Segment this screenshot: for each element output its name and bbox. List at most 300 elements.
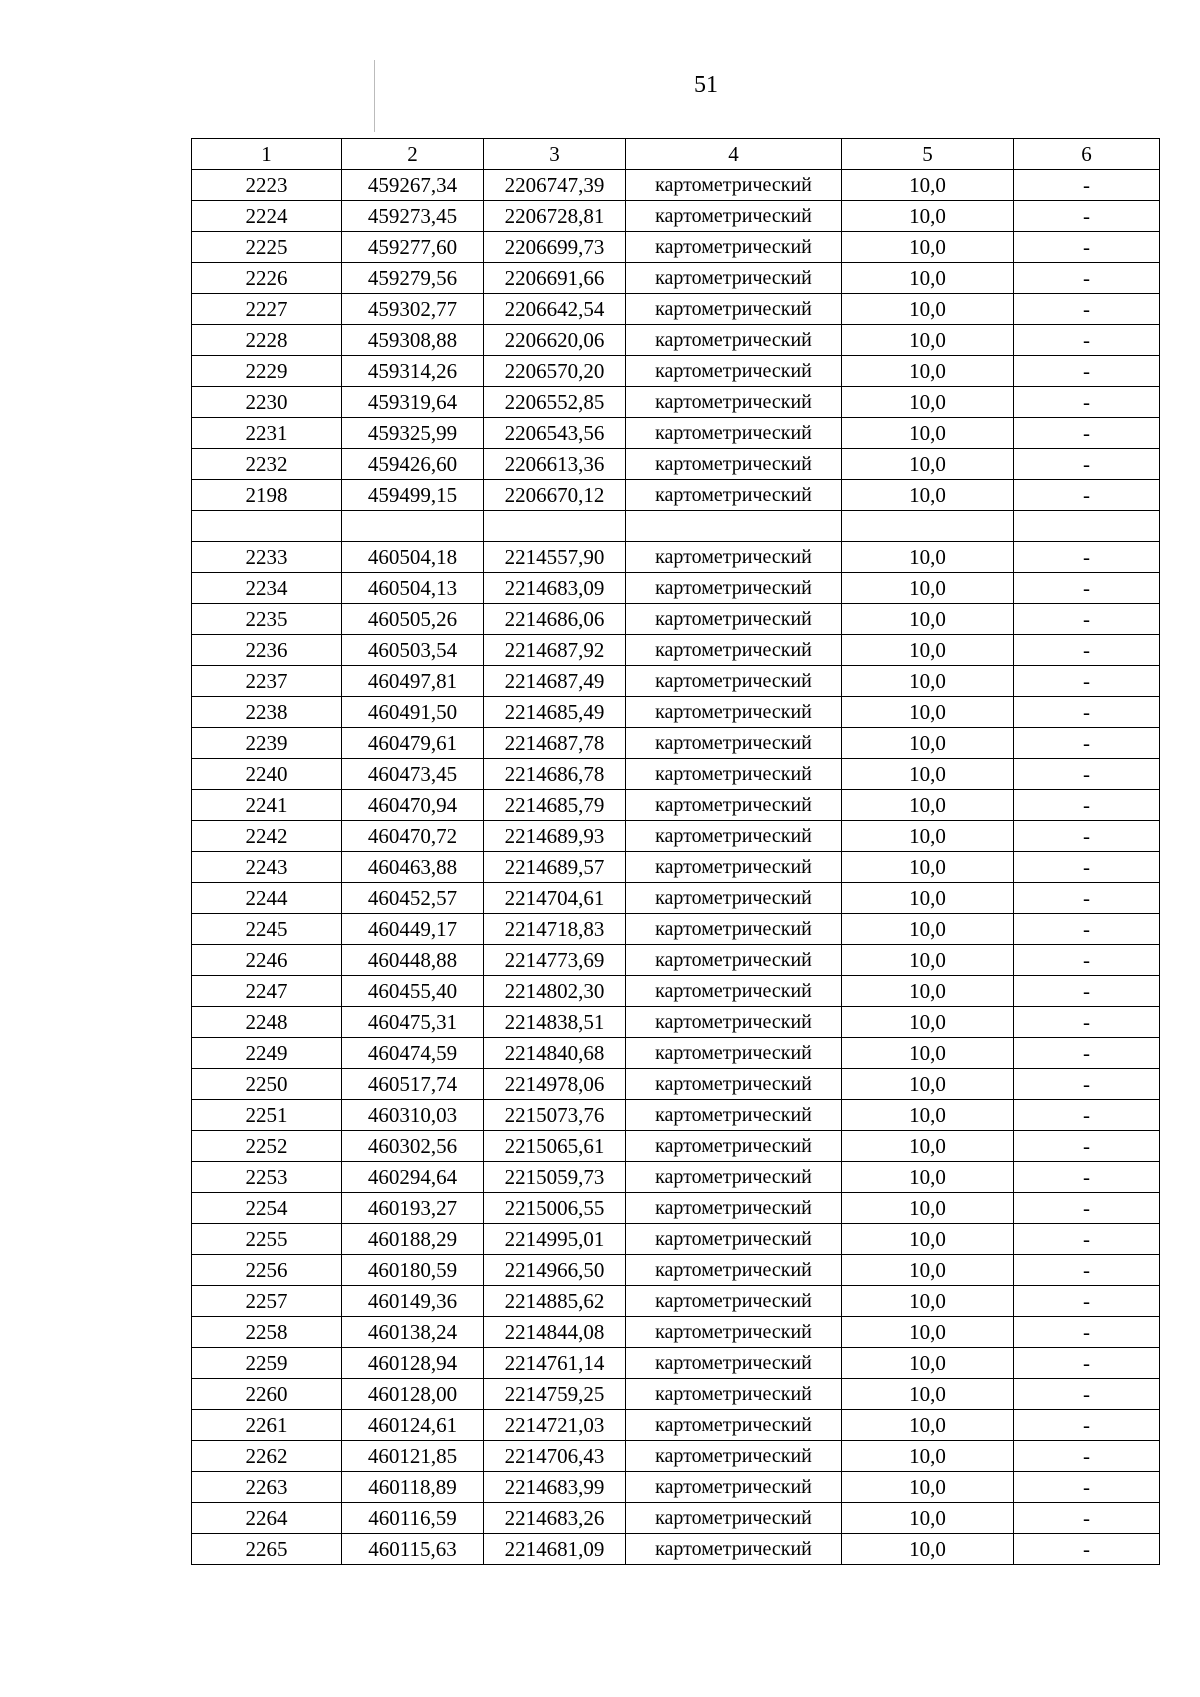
x-coordinate-cell: 459319,64 <box>342 387 484 418</box>
table-row <box>192 170 1160 201</box>
method-cell: картометрический <box>626 387 842 418</box>
note-cell: - <box>1014 201 1160 232</box>
x-coordinate-cell: 460294,64 <box>342 1162 484 1193</box>
accuracy-cell: 10,0 <box>842 666 1014 697</box>
point-number-cell: 2240 <box>192 759 342 790</box>
note-cell: - <box>1014 883 1160 914</box>
method-cell: картометрический <box>626 604 842 635</box>
method-cell: картометрический <box>626 1379 842 1410</box>
y-coordinate-cell: 2214687,49 <box>484 666 626 697</box>
y-coordinate-cell: 2206552,85 <box>484 387 626 418</box>
y-coordinate-cell: 2206747,39 <box>484 170 626 201</box>
accuracy-cell <box>842 511 1014 542</box>
accuracy-cell: 10,0 <box>842 542 1014 573</box>
method-cell: картометрический <box>626 263 842 294</box>
accuracy-cell: 10,0 <box>842 1131 1014 1162</box>
point-number-cell: 2241 <box>192 790 342 821</box>
table-header-row <box>192 139 1160 170</box>
method-cell: картометрический <box>626 728 842 759</box>
method-cell: картометрический <box>626 1255 842 1286</box>
point-number-cell: 2260 <box>192 1379 342 1410</box>
x-coordinate-cell: 459273,45 <box>342 201 484 232</box>
method-cell: картометрический <box>626 1162 842 1193</box>
note-cell: - <box>1014 604 1160 635</box>
note-cell: - <box>1014 1348 1160 1379</box>
note-cell: - <box>1014 325 1160 356</box>
x-coordinate-cell: 459277,60 <box>342 232 484 263</box>
point-number-cell: 2248 <box>192 1007 342 1038</box>
point-number-cell: 2198 <box>192 480 342 511</box>
table-row <box>192 263 1160 294</box>
y-coordinate-cell: 2214687,78 <box>484 728 626 759</box>
point-number-cell: 2257 <box>192 1286 342 1317</box>
point-number-cell: 2239 <box>192 728 342 759</box>
method-cell: картометрический <box>626 1193 842 1224</box>
accuracy-cell: 10,0 <box>842 1348 1014 1379</box>
x-coordinate-cell: 460302,56 <box>342 1131 484 1162</box>
note-cell: - <box>1014 1069 1160 1100</box>
x-coordinate-cell: 460118,89 <box>342 1472 484 1503</box>
point-number-cell: 2228 <box>192 325 342 356</box>
table-row <box>192 604 1160 635</box>
table-row <box>192 1007 1160 1038</box>
point-number-cell: 2242 <box>192 821 342 852</box>
x-coordinate-cell: 460448,88 <box>342 945 484 976</box>
method-cell: картометрический <box>626 573 842 604</box>
x-coordinate-cell: 459279,56 <box>342 263 484 294</box>
x-coordinate-cell: 460138,24 <box>342 1317 484 1348</box>
note-cell: - <box>1014 170 1160 201</box>
accuracy-cell: 10,0 <box>842 1441 1014 1472</box>
note-cell: - <box>1014 945 1160 976</box>
point-number-cell: 2255 <box>192 1224 342 1255</box>
note-cell: - <box>1014 1255 1160 1286</box>
method-cell: картометрический <box>626 914 842 945</box>
table-row <box>192 1224 1160 1255</box>
method-cell: картометрический <box>626 1224 842 1255</box>
point-number-cell: 2238 <box>192 697 342 728</box>
point-number-cell: 2230 <box>192 387 342 418</box>
x-coordinate-cell: 460497,81 <box>342 666 484 697</box>
y-coordinate-cell: 2206613,36 <box>484 449 626 480</box>
x-coordinate-cell: 460504,18 <box>342 542 484 573</box>
method-cell: картометрический <box>626 418 842 449</box>
table-row <box>192 294 1160 325</box>
note-cell: - <box>1014 1224 1160 1255</box>
y-coordinate-cell: 2215073,76 <box>484 1100 626 1131</box>
point-number-cell: 2224 <box>192 201 342 232</box>
note-cell: - <box>1014 387 1160 418</box>
method-cell: картометрический <box>626 697 842 728</box>
table-row <box>192 1534 1160 1565</box>
point-number-cell: 2244 <box>192 883 342 914</box>
accuracy-cell: 10,0 <box>842 418 1014 449</box>
table-row <box>192 1069 1160 1100</box>
accuracy-cell: 10,0 <box>842 635 1014 666</box>
table-row <box>192 1193 1160 1224</box>
y-coordinate-cell: 2214759,25 <box>484 1379 626 1410</box>
x-coordinate-cell: 460452,57 <box>342 883 484 914</box>
point-number-cell: 2261 <box>192 1410 342 1441</box>
point-number-cell: 2263 <box>192 1472 342 1503</box>
method-cell: картометрический <box>626 1410 842 1441</box>
table-row <box>192 1286 1160 1317</box>
note-cell: - <box>1014 356 1160 387</box>
accuracy-cell: 10,0 <box>842 728 1014 759</box>
note-cell: - <box>1014 1441 1160 1472</box>
table-row <box>192 728 1160 759</box>
point-number-cell: 2223 <box>192 170 342 201</box>
x-coordinate-cell: 460517,74 <box>342 1069 484 1100</box>
y-coordinate-cell: 2214685,49 <box>484 697 626 728</box>
x-coordinate-cell: 460455,40 <box>342 976 484 1007</box>
accuracy-cell: 10,0 <box>842 790 1014 821</box>
table-row <box>192 1162 1160 1193</box>
x-coordinate-cell: 459302,77 <box>342 294 484 325</box>
accuracy-cell: 10,0 <box>842 697 1014 728</box>
column-header-1: 1 <box>192 139 342 170</box>
y-coordinate-cell: 2206620,06 <box>484 325 626 356</box>
method-cell: картометрический <box>626 666 842 697</box>
accuracy-cell: 10,0 <box>842 1317 1014 1348</box>
accuracy-cell: 10,0 <box>842 1534 1014 1565</box>
method-cell: картометрический <box>626 480 842 511</box>
accuracy-cell: 10,0 <box>842 1224 1014 1255</box>
note-cell <box>1014 511 1160 542</box>
table-row <box>192 1441 1160 1472</box>
point-number-cell: 2254 <box>192 1193 342 1224</box>
page-number: 51 <box>694 72 718 98</box>
method-cell: картометрический <box>626 945 842 976</box>
note-cell: - <box>1014 852 1160 883</box>
accuracy-cell: 10,0 <box>842 387 1014 418</box>
y-coordinate-cell: 2214773,69 <box>484 945 626 976</box>
method-cell: картометрический <box>626 232 842 263</box>
method-cell: картометрический <box>626 1472 842 1503</box>
x-coordinate-cell: 460180,59 <box>342 1255 484 1286</box>
table-row <box>192 232 1160 263</box>
y-coordinate-cell: 2206691,66 <box>484 263 626 294</box>
accuracy-cell: 10,0 <box>842 1286 1014 1317</box>
point-number-cell: 2246 <box>192 945 342 976</box>
point-number-cell: 2237 <box>192 666 342 697</box>
x-coordinate-cell: 460504,13 <box>342 573 484 604</box>
y-coordinate-cell: 2214686,78 <box>484 759 626 790</box>
point-number-cell: 2264 <box>192 1503 342 1534</box>
method-cell: картометрический <box>626 635 842 666</box>
note-cell: - <box>1014 542 1160 573</box>
y-coordinate-cell: 2206670,12 <box>484 480 626 511</box>
point-number-cell: 2234 <box>192 573 342 604</box>
point-number-cell: 2236 <box>192 635 342 666</box>
x-coordinate-cell: 460193,27 <box>342 1193 484 1224</box>
y-coordinate-cell: 2206642,54 <box>484 294 626 325</box>
note-cell: - <box>1014 232 1160 263</box>
table-row <box>192 542 1160 573</box>
x-coordinate-cell: 460503,54 <box>342 635 484 666</box>
table-row <box>192 387 1160 418</box>
accuracy-cell: 10,0 <box>842 945 1014 976</box>
point-number-cell: 2243 <box>192 852 342 883</box>
accuracy-cell: 10,0 <box>842 883 1014 914</box>
accuracy-cell: 10,0 <box>842 1007 1014 1038</box>
table-row <box>192 1503 1160 1534</box>
y-coordinate-cell: 2215065,61 <box>484 1131 626 1162</box>
table-row <box>192 1100 1160 1131</box>
accuracy-cell: 10,0 <box>842 976 1014 1007</box>
method-cell: картометрический <box>626 790 842 821</box>
note-cell: - <box>1014 1534 1160 1565</box>
table-row <box>192 1038 1160 1069</box>
x-coordinate-cell: 460149,36 <box>342 1286 484 1317</box>
x-coordinate-cell: 460449,17 <box>342 914 484 945</box>
y-coordinate-cell: 2214844,08 <box>484 1317 626 1348</box>
note-cell: - <box>1014 1162 1160 1193</box>
method-cell: картометрический <box>626 1007 842 1038</box>
x-coordinate-cell: 460474,59 <box>342 1038 484 1069</box>
y-coordinate-cell: 2206543,56 <box>484 418 626 449</box>
accuracy-cell: 10,0 <box>842 1503 1014 1534</box>
point-number-cell: 2247 <box>192 976 342 1007</box>
method-cell: картометрический <box>626 294 842 325</box>
note-cell: - <box>1014 1038 1160 1069</box>
y-coordinate-cell: 2214995,01 <box>484 1224 626 1255</box>
x-coordinate-cell: 460473,45 <box>342 759 484 790</box>
x-coordinate-cell <box>342 511 484 542</box>
scan-artifact-mark <box>374 60 375 132</box>
accuracy-cell: 10,0 <box>842 170 1014 201</box>
x-coordinate-cell: 460124,61 <box>342 1410 484 1441</box>
note-cell: - <box>1014 635 1160 666</box>
coordinates-table <box>191 138 1160 1565</box>
point-number-cell: 2250 <box>192 1069 342 1100</box>
x-coordinate-cell: 459267,34 <box>342 170 484 201</box>
x-coordinate-cell: 459426,60 <box>342 449 484 480</box>
y-coordinate-cell: 2214687,92 <box>484 635 626 666</box>
accuracy-cell: 10,0 <box>842 1162 1014 1193</box>
table-row <box>192 511 1160 542</box>
y-coordinate-cell: 2215006,55 <box>484 1193 626 1224</box>
y-coordinate-cell: 2214686,06 <box>484 604 626 635</box>
method-cell: картометрический <box>626 356 842 387</box>
table-row <box>192 1131 1160 1162</box>
table-row <box>192 1410 1160 1441</box>
table-row <box>192 666 1160 697</box>
method-cell: картометрический <box>626 1100 842 1131</box>
y-coordinate-cell: 2214802,30 <box>484 976 626 1007</box>
table-row <box>192 1255 1160 1286</box>
note-cell: - <box>1014 1472 1160 1503</box>
note-cell: - <box>1014 263 1160 294</box>
table-row <box>192 573 1160 604</box>
note-cell: - <box>1014 480 1160 511</box>
y-coordinate-cell: 2214557,90 <box>484 542 626 573</box>
table-row <box>192 356 1160 387</box>
y-coordinate-cell: 2214706,43 <box>484 1441 626 1472</box>
point-number-cell: 2245 <box>192 914 342 945</box>
note-cell: - <box>1014 1317 1160 1348</box>
point-number-cell: 2229 <box>192 356 342 387</box>
y-coordinate-cell: 2214885,62 <box>484 1286 626 1317</box>
x-coordinate-cell: 459325,99 <box>342 418 484 449</box>
method-cell: картометрический <box>626 1069 842 1100</box>
note-cell: - <box>1014 1503 1160 1534</box>
x-coordinate-cell: 460188,29 <box>342 1224 484 1255</box>
x-coordinate-cell: 460505,26 <box>342 604 484 635</box>
method-cell: картометрический <box>626 449 842 480</box>
y-coordinate-cell: 2214681,09 <box>484 1534 626 1565</box>
point-number-cell: 2231 <box>192 418 342 449</box>
table-row <box>192 1348 1160 1379</box>
accuracy-cell: 10,0 <box>842 1472 1014 1503</box>
y-coordinate-cell: 2215059,73 <box>484 1162 626 1193</box>
column-header-2: 2 <box>342 139 484 170</box>
method-cell: картометрический <box>626 1317 842 1348</box>
accuracy-cell: 10,0 <box>842 1410 1014 1441</box>
method-cell: картометрический <box>626 976 842 1007</box>
y-coordinate-cell: 2206570,20 <box>484 356 626 387</box>
table-row <box>192 201 1160 232</box>
note-cell: - <box>1014 1379 1160 1410</box>
y-coordinate-cell: 2214685,79 <box>484 790 626 821</box>
y-coordinate-cell: 2214840,68 <box>484 1038 626 1069</box>
accuracy-cell: 10,0 <box>842 821 1014 852</box>
x-coordinate-cell: 459499,15 <box>342 480 484 511</box>
accuracy-cell: 10,0 <box>842 1100 1014 1131</box>
method-cell: картометрический <box>626 325 842 356</box>
y-coordinate-cell: 2214689,57 <box>484 852 626 883</box>
y-coordinate-cell: 2214683,99 <box>484 1472 626 1503</box>
method-cell: картометрический <box>626 542 842 573</box>
y-coordinate-cell: 2214718,83 <box>484 914 626 945</box>
x-coordinate-cell: 460475,31 <box>342 1007 484 1038</box>
accuracy-cell: 10,0 <box>842 356 1014 387</box>
column-header-5: 5 <box>842 139 1014 170</box>
y-coordinate-cell: 2214966,50 <box>484 1255 626 1286</box>
method-cell <box>626 511 842 542</box>
table-row <box>192 325 1160 356</box>
x-coordinate-cell: 459314,26 <box>342 356 484 387</box>
accuracy-cell: 10,0 <box>842 573 1014 604</box>
point-number-cell: 2259 <box>192 1348 342 1379</box>
accuracy-cell: 10,0 <box>842 480 1014 511</box>
note-cell: - <box>1014 1131 1160 1162</box>
table-row <box>192 821 1160 852</box>
point-number-cell: 2249 <box>192 1038 342 1069</box>
y-coordinate-cell: 2214689,93 <box>484 821 626 852</box>
y-coordinate-cell: 2206728,81 <box>484 201 626 232</box>
method-cell: картометрический <box>626 883 842 914</box>
note-cell: - <box>1014 449 1160 480</box>
table-row <box>192 852 1160 883</box>
x-coordinate-cell: 460470,72 <box>342 821 484 852</box>
method-cell: картометрический <box>626 170 842 201</box>
point-number-cell: 2225 <box>192 232 342 263</box>
point-number-cell: 2251 <box>192 1100 342 1131</box>
note-cell: - <box>1014 1286 1160 1317</box>
table-row <box>192 1379 1160 1410</box>
note-cell: - <box>1014 1193 1160 1224</box>
x-coordinate-cell: 460116,59 <box>342 1503 484 1534</box>
accuracy-cell: 10,0 <box>842 759 1014 790</box>
method-cell: картометрический <box>626 852 842 883</box>
note-cell: - <box>1014 976 1160 1007</box>
note-cell: - <box>1014 418 1160 449</box>
accuracy-cell: 10,0 <box>842 201 1014 232</box>
table-row <box>192 883 1160 914</box>
note-cell: - <box>1014 1007 1160 1038</box>
point-number-cell: 2232 <box>192 449 342 480</box>
accuracy-cell: 10,0 <box>842 449 1014 480</box>
accuracy-cell: 10,0 <box>842 914 1014 945</box>
table-row <box>192 418 1160 449</box>
accuracy-cell: 10,0 <box>842 232 1014 263</box>
accuracy-cell: 10,0 <box>842 1255 1014 1286</box>
x-coordinate-cell: 460128,00 <box>342 1379 484 1410</box>
note-cell: - <box>1014 728 1160 759</box>
table-row <box>192 790 1160 821</box>
table-row <box>192 759 1160 790</box>
column-header-3: 3 <box>484 139 626 170</box>
method-cell: картометрический <box>626 759 842 790</box>
point-number-cell: 2226 <box>192 263 342 294</box>
method-cell: картометрический <box>626 1131 842 1162</box>
x-coordinate-cell: 460479,61 <box>342 728 484 759</box>
point-number-cell: 2233 <box>192 542 342 573</box>
table-row <box>192 945 1160 976</box>
accuracy-cell: 10,0 <box>842 1193 1014 1224</box>
x-coordinate-cell: 460463,88 <box>342 852 484 883</box>
accuracy-cell: 10,0 <box>842 604 1014 635</box>
note-cell: - <box>1014 790 1160 821</box>
note-cell: - <box>1014 573 1160 604</box>
point-number-cell: 2235 <box>192 604 342 635</box>
y-coordinate-cell: 2214721,03 <box>484 1410 626 1441</box>
point-number-cell: 2253 <box>192 1162 342 1193</box>
column-header-4: 4 <box>626 139 842 170</box>
y-coordinate-cell: 2214838,51 <box>484 1007 626 1038</box>
method-cell: картометрический <box>626 1503 842 1534</box>
table-row <box>192 1317 1160 1348</box>
note-cell: - <box>1014 914 1160 945</box>
x-coordinate-cell: 460115,63 <box>342 1534 484 1565</box>
note-cell: - <box>1014 1100 1160 1131</box>
y-coordinate-cell: 2214978,06 <box>484 1069 626 1100</box>
accuracy-cell: 10,0 <box>842 294 1014 325</box>
method-cell: картометрический <box>626 1038 842 1069</box>
table-row <box>192 914 1160 945</box>
accuracy-cell: 10,0 <box>842 1069 1014 1100</box>
method-cell: картометрический <box>626 1441 842 1472</box>
y-coordinate-cell: 2214704,61 <box>484 883 626 914</box>
note-cell: - <box>1014 697 1160 728</box>
y-coordinate-cell: 2206699,73 <box>484 232 626 263</box>
x-coordinate-cell: 460491,50 <box>342 697 484 728</box>
table-row <box>192 976 1160 1007</box>
method-cell: картометрический <box>626 1348 842 1379</box>
accuracy-cell: 10,0 <box>842 1379 1014 1410</box>
y-coordinate-cell <box>484 511 626 542</box>
note-cell: - <box>1014 294 1160 325</box>
x-coordinate-cell: 460470,94 <box>342 790 484 821</box>
accuracy-cell: 10,0 <box>842 852 1014 883</box>
accuracy-cell: 10,0 <box>842 325 1014 356</box>
x-coordinate-cell: 460310,03 <box>342 1100 484 1131</box>
x-coordinate-cell: 459308,88 <box>342 325 484 356</box>
method-cell: картометрический <box>626 201 842 232</box>
note-cell: - <box>1014 821 1160 852</box>
accuracy-cell: 10,0 <box>842 263 1014 294</box>
